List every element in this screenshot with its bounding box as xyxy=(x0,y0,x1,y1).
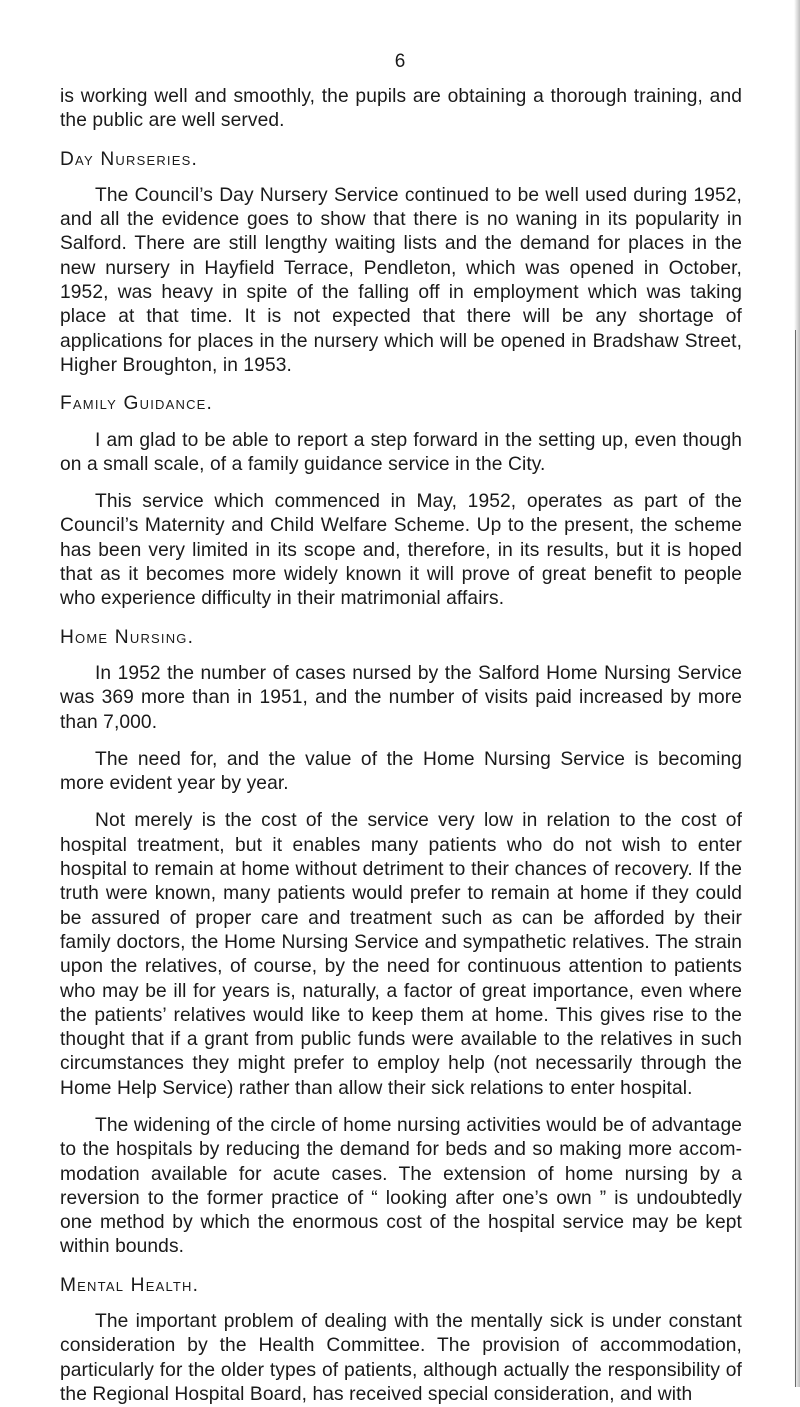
opening-paragraph: is working well and smoothly, the pupils are obtaining a thorough training, and the public are well served. xyxy=(60,86,742,132)
day-nurseries-paragraph: The Council’s Day Nursery Service continued to be well used during 1952, and all the evidence goes to show that there is no waning in its popularity in Salford. There are still lengthy waiting lists and the demand for places in the new nursery in Hayfield Terrace, Pendleton, which was opened in October, 1952, was heavy in spite of the falling off in employment which was taking place at that time. It is not expected that there will be any shortage of applications for places in the nursery which will be opened in Bradshaw Street, Higher Broughton, in 1953. xyxy=(60,184,742,376)
home-nursing-paragraph-2: The need for, and the value of the Home Nursing Service is becoming more evident year by year. xyxy=(60,748,742,795)
family-guidance-paragraph-1: I am glad to be able to report a step forward in the setting up, even though on a small scale, of a family guidance service in the City. xyxy=(60,429,742,475)
home-nursing-paragraph-4: The widening of the circle of home nursing activities would be of advantage to the hospitals by reducing the demand for beds and so making more accommodation available for acute cases. The extension of home nursing by a reversion to the former practice of “ looking after one’s own ” is undoubtedly one method by which the enormous cost of the hospital service may be kept within bounds. xyxy=(60,1114,742,1258)
section-heading-mental-health: Mental Health. xyxy=(60,1274,200,1296)
section-heading-family-guidance: Family Guidance. xyxy=(60,393,214,415)
mental-health-paragraph: The important problem of dealing with the mentally sick is under constant consideration by the Health Committee. The provision of accommodation, particularly for the older types of patients, although actually the responsibility of the Regional Hospital Board, has received special consideration, and with xyxy=(60,1311,742,1405)
page-number: 6 xyxy=(394,51,406,72)
section-heading-home-nursing: Home Nursing. xyxy=(60,626,195,648)
document-body xyxy=(60,85,742,1407)
section-heading-day-nurseries: Day Nurseries. xyxy=(60,148,199,170)
page-edge-line xyxy=(795,330,796,1387)
home-nursing-paragraph-1: In 1952 the number of cases nursed by the Salford Home Nursing Service was 369 more than in 1951, and the number of visits paid increased by more than 7,000. xyxy=(60,662,742,733)
family-guidance-paragraph-2: This service which commenced in May, 1952, operates as part of the Council’s Maternity and Child Welfare Scheme. Up to the present, the scheme has been very limited in its scope and, therefore, in its results, but it is hoped that as it becomes more widely known it will prove of great benefit to people who experience difficulty in their matrimonial affairs. xyxy=(60,491,742,610)
home-nursing-paragraph-3: Not merely is the cost of the service very low in relation to the cost of hospital treatment, but it enables many patients who do not wish to enter hospital to remain at home without detriment to their chances of recovery. If the truth were known, many patients would prefer to remain at home if they could be assured of proper care and treatment such as can be afforded by their family doctors, the Home Nursing Service and sympathetic relatives. The strain upon the relatives, of course, by the need for continuous attention to patients who may be ill for years is, naturally, a factor of great importance, even where the patients’ relatives would like to keep them at home. This gives rise to the thought that if a grant from public funds were available to the relatives in such circumstances they might prefer to employ help (not necessarily through the Home Help Service) rather than allow their sick relations to enter hospital. xyxy=(60,810,742,1099)
